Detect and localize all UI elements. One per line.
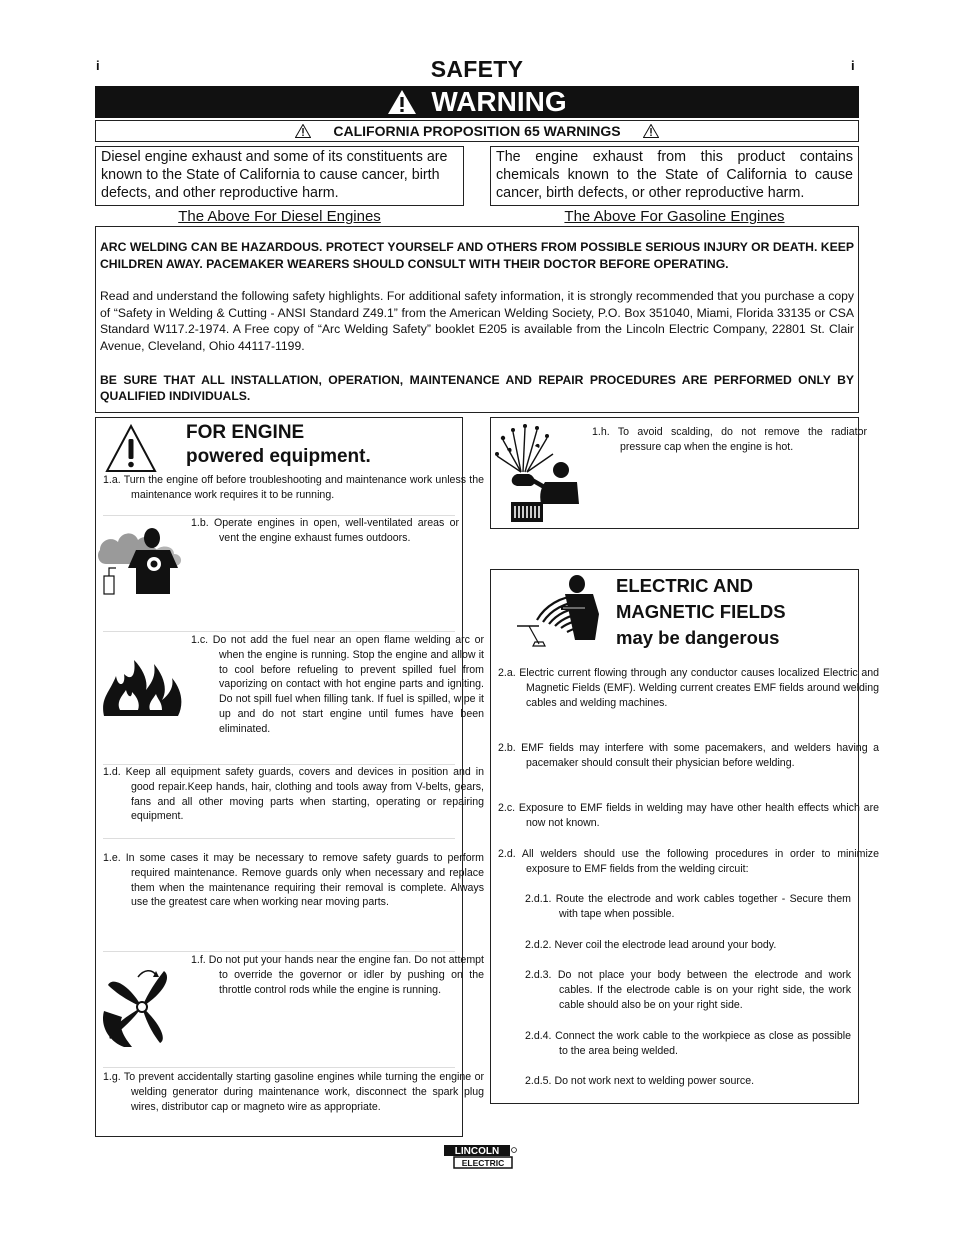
- item-2d2: 2.d.2. Never coil the electrode lead around your body.: [525, 939, 777, 951]
- item-1c: 1.c. Do not add the fuel near an open flame welding arc or when the engine is running. Stop the engine and allow it to cool before refueling to prevent spilled fuel from vaporizing on contact with hot engine parts and igniting. Do not spill fuel when filling tank. If fuel is spilled, wipe it up and do not start engine until fumes have been eliminated.: [191, 634, 484, 735]
- page-number-left: i: [96, 58, 100, 73]
- prop65-diesel-text: Diesel engine exhaust and some of its constituents are known to the State of California to cause cancer, birth defects, and other reproductive harm.: [101, 149, 448, 201]
- lincoln-electric-logo: [443, 1144, 517, 1168]
- svg-text:LINCOLN: LINCOLN: [454, 1146, 500, 1157]
- scalding-section: [490, 417, 867, 529]
- item-2b: 2.b. EMF fields may interfere with some pacemakers, and welders having a pacemaker should consult their physician before welding.: [498, 742, 879, 769]
- item-1d: 1.d. Keep all equipment safety guards, covers and devices in position and in good repair.Keep hands, hair, clothing and tools away from V-belts, gears, fans and all other moving parts when starting, operating or repairing equipment.: [103, 766, 484, 823]
- item-2d3: 2.d.3. Do not place your body between the electrode and work cables. If the electrode cable is on your right side, the work cable should also be on your right side.: [525, 969, 851, 1011]
- prop65-diesel-caption: The Above For Diesel Engines: [178, 208, 381, 225]
- item-2d1: 2.d.1. Route the electrode and work cables together - Secure them with tape when possible.: [525, 893, 851, 920]
- prop65-gasoline-text: The engine exhaust from this product contains chemicals known to the State of California to cause cancer, birth defects, or other reproductive harm.: [496, 149, 853, 201]
- warning-triangle-icon: [387, 89, 417, 115]
- engine-heading: [186, 421, 371, 469]
- page-title: SAFETY: [430, 56, 524, 82]
- item-1f: 1.f. Do not put your hands near the engine fan. Do not attempt to override the governor or idler by pushing on the throttle control rods while the engine is running.: [191, 954, 484, 996]
- divider: [103, 951, 455, 952]
- item-2a: 2.a. Electric current flowing through any conductor causes localized Electric and Magnetic Fields (EMF). Welding current creates EMF fields around welding cables and welding machines.: [498, 667, 879, 709]
- engine-heading-line1: FOR ENGINE: [186, 422, 305, 443]
- warning-label: WARNING: [431, 86, 567, 117]
- prop65-gasoline-caption: The Above For Gasoline Engines: [564, 208, 785, 225]
- item-1h: 1.h. To avoid scalding, do not remove the radiator pressure cap when the engine is hot.: [592, 426, 867, 453]
- caution-triangle-icon: [105, 424, 157, 474]
- engine-section: [95, 417, 484, 1137]
- intro-box: [95, 226, 859, 413]
- item-2d: 2.d. All welders should use the following procedures in order to minimize exposure to EMF fields from the welding circuit:: [498, 848, 879, 875]
- emf-heading-line1: ELECTRIC AND: [616, 575, 754, 596]
- page-number-right: i: [851, 58, 855, 73]
- prop65-heading: CALIFORNIA PROPOSITION 65 WARNINGS: [333, 123, 621, 139]
- warning-banner: [95, 86, 859, 118]
- item-1g: 1.g. To prevent accidentally starting gasoline engines while turning the engine or welding generator during maintenance work, disconnect the spark plug wires, distributor cap or magneto wire as appropriate.: [103, 1071, 484, 1113]
- fire-flames-icon: [100, 646, 184, 718]
- prop65-heading-bar: [95, 120, 859, 142]
- divider: [103, 838, 455, 839]
- emf-heading: [616, 573, 786, 651]
- warning-triangle-icon: [295, 124, 311, 138]
- read-statement: Read and understand the following safety highlights. For additional safety information, it is strongly recommended that you purchase a copy of “Safety in Welding & Cutting - ANSI Standard Z49.1” from the American Welding Society, P.O. Box 351040, Miami, Florida 33135 or CSA Standard W117.2-1974. A Free copy of “Arc Welding Safety” booklet E205 is available from the Lincoln Electric Company, 22801 St. Clair Avenue, Cleveland, Ohio 44117-1199.: [100, 289, 854, 353]
- warning-triangle-icon: [643, 124, 659, 138]
- emf-heading-line2: MAGNETIC FIELDS: [616, 601, 786, 622]
- emf-heading-line3: may be dangerous: [616, 627, 780, 648]
- item-1e: 1.e. In some cases it may be necessary to remove safety guards to perform required maintenance. Remove guards only when necessary and replace them when the maintenance requiring their removal is complete. Always use the greatest care when working near moving parts.: [103, 852, 484, 909]
- hazard-statement: ARC WELDING CAN BE HAZARDOUS. PROTECT YOURSELF AND OTHERS FROM POSSIBLE SERIOUS INJURY OR DEATH. KEEP CHILDREN AWAY. PACEMAKER WEARERS SHOULD CONSULT WITH THEIR DOCTOR BEFORE OPERATING.: [100, 240, 854, 271]
- emf-section: [490, 569, 879, 1104]
- item-1b: 1.b. Operate engines in open, well-ventilated areas or vent the engine exhaust fumes outdoors.: [191, 517, 459, 544]
- exhaust-fumes-icon: [98, 520, 188, 606]
- item-1a: 1.a. Turn the engine off before troubleshooting and maintenance work unless the maintenance work requires it to be running.: [103, 474, 484, 501]
- qualified-statement: BE SURE THAT ALL INSTALLATION, OPERATION, MAINTENANCE AND REPAIR PROCEDURES ARE PERFORMED ONLY BY QUALIFIED INDIVIDUALS.: [100, 372, 854, 404]
- radiator-steam-icon: [491, 420, 581, 526]
- svg-text:ELECTRIC: ELECTRIC: [461, 1158, 505, 1168]
- item-2d5: 2.d.5. Do not work next to welding power source.: [525, 1075, 755, 1087]
- divider: [103, 1067, 455, 1068]
- emf-welder-icon: [515, 574, 605, 654]
- engine-heading-line2: powered equipment.: [186, 446, 371, 467]
- prop65-gasoline-box: [490, 146, 859, 206]
- prop65-diesel-box: [95, 146, 464, 206]
- hand-fan-hazard-icon: [98, 963, 182, 1051]
- divider: [103, 631, 455, 632]
- item-2d4: 2.d.4. Connect the work cable to the workpiece as close as possible to the area being welded.: [525, 1030, 851, 1057]
- item-2c: 2.c. Exposure to EMF fields in welding may have other health effects which are now not known.: [498, 802, 879, 829]
